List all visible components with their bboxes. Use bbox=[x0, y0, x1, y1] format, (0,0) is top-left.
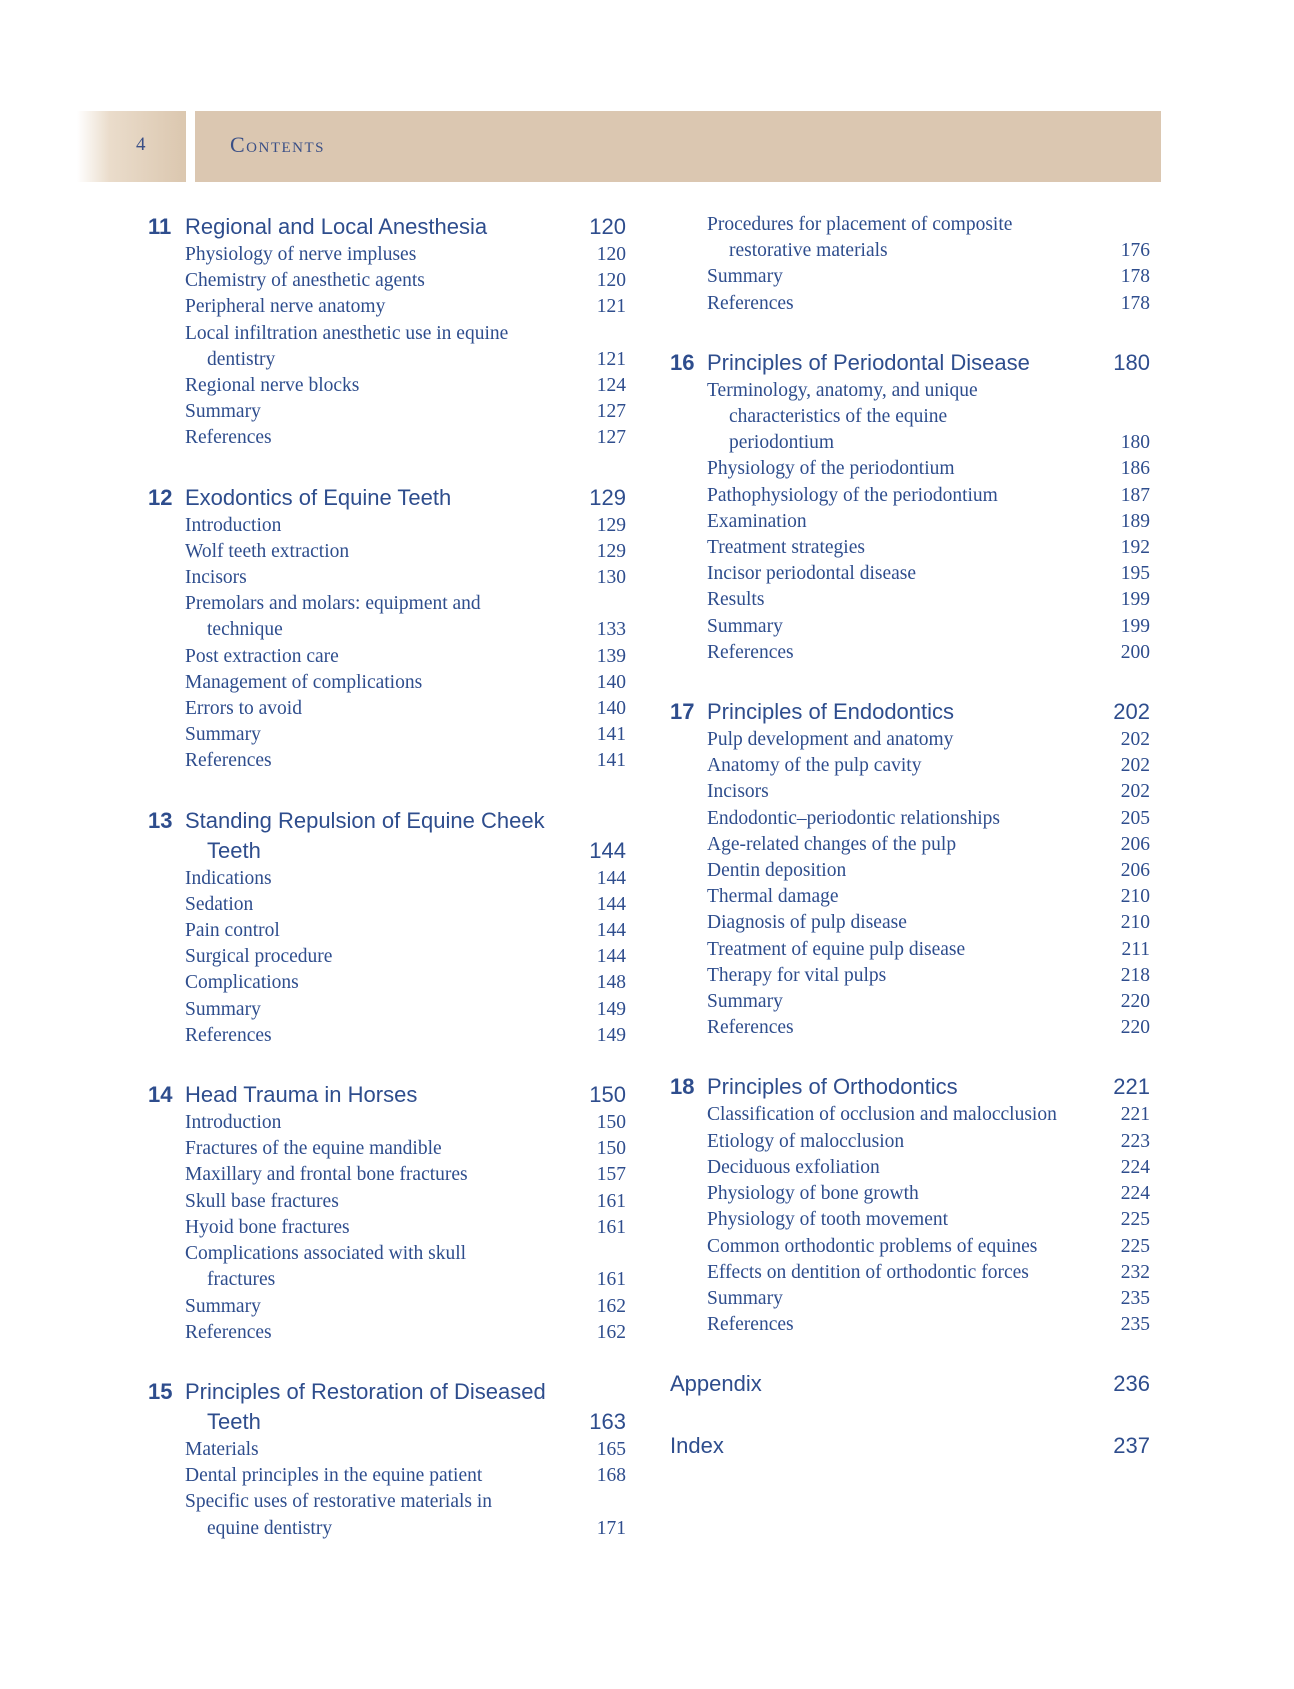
section-page-number: 189 bbox=[1120, 510, 1150, 532]
section-title-line: technique bbox=[207, 619, 283, 641]
toc-section-entry bbox=[670, 1015, 1150, 1041]
section-page-number: 218 bbox=[1120, 964, 1150, 986]
section-page-number: 223 bbox=[1120, 1130, 1150, 1152]
section-page-number: 150 bbox=[596, 1112, 626, 1134]
section-title-line: restorative materials bbox=[729, 240, 888, 262]
toc-chapter bbox=[148, 1080, 626, 1346]
section-page-number: 162 bbox=[596, 1321, 626, 1343]
section-page-number: 224 bbox=[1120, 1183, 1150, 1205]
page-number: 4 bbox=[136, 134, 146, 155]
section-page-number: 149 bbox=[596, 1024, 626, 1046]
section-title-line: Materials bbox=[185, 1438, 259, 1460]
toc-section-entry bbox=[670, 963, 1150, 989]
section-title-line: Surgical procedure bbox=[185, 946, 333, 968]
section-page-number: 140 bbox=[596, 671, 626, 693]
chapter-number: 12 bbox=[148, 484, 173, 510]
section-title-line: Incisors bbox=[185, 567, 247, 589]
section-title-line: Dental principles in the equine patient bbox=[185, 1465, 483, 1487]
toc-chapter bbox=[148, 806, 626, 1049]
toc-chapter bbox=[670, 1072, 1150, 1338]
section-page-number: 224 bbox=[1120, 1156, 1150, 1178]
section-title-line: Incisors bbox=[707, 781, 769, 803]
toc-chapter bbox=[148, 212, 626, 452]
section-page-number: 127 bbox=[596, 427, 626, 449]
toc-section-entry bbox=[148, 1162, 626, 1188]
section-title-line: Peripheral nerve anatomy bbox=[185, 296, 386, 318]
section-title-line: Skull base fractures bbox=[185, 1190, 339, 1212]
toc-section-entry bbox=[148, 565, 626, 591]
toc-section-entry bbox=[670, 509, 1150, 535]
section-title-line: Maxillary and frontal bone fractures bbox=[185, 1164, 468, 1186]
toc-section-entry bbox=[670, 1102, 1150, 1128]
section-title-line: References bbox=[707, 1314, 794, 1336]
section-page-number: 144 bbox=[596, 893, 626, 915]
section-title-line: Introduction bbox=[185, 514, 282, 536]
toc-section-entry bbox=[670, 753, 1150, 779]
chapter-title bbox=[148, 1377, 626, 1437]
section-title-line: Local infiltration anesthetic use in equine bbox=[185, 322, 509, 344]
chapter-page-number: 120 bbox=[589, 214, 626, 239]
toc-right-column bbox=[670, 212, 1150, 1493]
section-title-line: Physiology of nerve impluses bbox=[185, 244, 417, 265]
section-page-number: 141 bbox=[596, 724, 626, 746]
section-page-number: 133 bbox=[596, 619, 626, 641]
chapter-title bbox=[148, 483, 626, 513]
back-matter-entry bbox=[670, 1369, 1150, 1399]
section-page-number: 202 bbox=[1120, 755, 1150, 777]
toc-chapter bbox=[148, 1377, 626, 1542]
back-matter bbox=[670, 1369, 1150, 1461]
section-page-number: 150 bbox=[596, 1138, 626, 1160]
section-title-line: Thermal damage bbox=[707, 886, 839, 908]
section-title-line: Physiology of the periodontium bbox=[707, 458, 955, 480]
section-page-number: 129 bbox=[596, 514, 626, 536]
section-page-number: 178 bbox=[1120, 292, 1150, 314]
toc-section-entry bbox=[148, 268, 626, 294]
section-title-line: References bbox=[707, 292, 794, 314]
toc-section-entry bbox=[148, 1110, 626, 1136]
section-page-number: 161 bbox=[596, 1190, 626, 1212]
section-title-line: Summary bbox=[707, 266, 783, 288]
toc-section-entry bbox=[148, 321, 626, 373]
section-title-line: Indications bbox=[185, 867, 272, 889]
toc-section-entry bbox=[670, 1312, 1150, 1338]
chapter-page-number: 150 bbox=[589, 1082, 626, 1108]
toc-section-entry bbox=[148, 1294, 626, 1320]
toc-section-entry bbox=[148, 944, 626, 970]
section-title-line: Summary bbox=[707, 1287, 783, 1309]
chapter-title-line: Head Trauma in Horses bbox=[185, 1082, 418, 1108]
section-page-number: 144 bbox=[596, 920, 626, 942]
toc-section-entry bbox=[148, 513, 626, 539]
toc-section-entry bbox=[670, 561, 1150, 587]
section-title-line: Pathophysiology of the periodontium bbox=[707, 484, 998, 506]
section-page-number: 210 bbox=[1120, 886, 1150, 908]
chapter-number: 15 bbox=[148, 1378, 173, 1404]
section-page-number: 127 bbox=[596, 401, 626, 423]
chapter-heading bbox=[148, 212, 626, 242]
header-band bbox=[195, 111, 1161, 182]
chapter-title bbox=[670, 1072, 1150, 1102]
section-title-line: Introduction bbox=[185, 1112, 282, 1134]
toc-section-entry bbox=[670, 1129, 1150, 1155]
header-page-tab bbox=[77, 111, 186, 182]
toc-section-entry bbox=[148, 294, 626, 320]
toc-section-entry bbox=[670, 806, 1150, 832]
chapter-title-line: Principles of Endodontics bbox=[707, 699, 955, 725]
toc-section-entry bbox=[148, 997, 626, 1023]
section-title-line: Anatomy of the pulp cavity bbox=[707, 755, 922, 777]
chapter-title-line: Standing Repulsion of Equine Cheek bbox=[185, 807, 545, 833]
section-page-number: 168 bbox=[596, 1465, 626, 1487]
chapter-number: 18 bbox=[670, 1074, 695, 1100]
toc-section-entry bbox=[148, 970, 626, 996]
section-page-number: 220 bbox=[1120, 1017, 1150, 1039]
toc-section-entry bbox=[670, 884, 1150, 910]
section-title-line: Dentin deposition bbox=[707, 860, 847, 882]
section-title-line: Post extraction care bbox=[185, 645, 339, 667]
section-title-line: Hyoid bone fractures bbox=[185, 1216, 350, 1238]
section-title-line: periodontium bbox=[729, 432, 835, 454]
section-title-line: characteristics of the equine bbox=[729, 406, 948, 428]
toc-section-entry bbox=[148, 1241, 626, 1293]
section-page-number: 139 bbox=[596, 645, 626, 667]
section-page-number: 192 bbox=[1120, 537, 1150, 559]
continued-sections bbox=[670, 212, 1150, 317]
toc-section-entry bbox=[670, 727, 1150, 753]
section-title-line: Deciduous exfoliation bbox=[707, 1156, 880, 1178]
toc-section-entry bbox=[670, 1155, 1150, 1181]
section-page-number: 178 bbox=[1120, 266, 1150, 288]
section-title-line: Treatment of equine pulp disease bbox=[707, 938, 966, 960]
section-title-line: Sedation bbox=[185, 893, 254, 915]
section-title-line: Summary bbox=[707, 615, 783, 637]
section-page-number: 176 bbox=[1120, 240, 1150, 262]
chapter-title-line: Principles of Restoration of Diseased bbox=[185, 1378, 546, 1404]
section-title-line: Summary bbox=[185, 998, 261, 1020]
section-page-number: 121 bbox=[596, 348, 626, 370]
toc-section-entry bbox=[148, 722, 626, 748]
toc-section-entry bbox=[148, 1437, 626, 1463]
toc-section-entry bbox=[670, 937, 1150, 963]
chapter-number: 14 bbox=[148, 1082, 173, 1108]
section-page-number: 130 bbox=[596, 567, 626, 589]
toc-section-entry bbox=[670, 1207, 1150, 1233]
section-title-line: References bbox=[185, 1024, 272, 1046]
chapter-heading bbox=[148, 1080, 626, 1110]
toc-section-entry bbox=[148, 670, 626, 696]
section-title-line: References bbox=[707, 1017, 794, 1039]
chapter-title bbox=[148, 1080, 626, 1110]
toc-section-entry bbox=[670, 1286, 1150, 1312]
toc-section-entry bbox=[670, 483, 1150, 509]
section-page-number: 205 bbox=[1120, 807, 1150, 829]
section-page-number: 225 bbox=[1120, 1209, 1150, 1231]
section-title-line: References bbox=[707, 641, 794, 663]
section-title-line: Regional nerve blocks bbox=[185, 375, 360, 397]
toc-chapter bbox=[670, 697, 1150, 1041]
section-title-line: Pain control bbox=[185, 920, 280, 942]
section-title-line: Etiology of malocclusion bbox=[707, 1130, 905, 1152]
section-title-line: Fractures of the equine mandible bbox=[185, 1138, 442, 1160]
section-page-number: 202 bbox=[1120, 781, 1150, 803]
section-title-line: Management of complications bbox=[185, 671, 423, 693]
toc-section-entry bbox=[148, 242, 626, 268]
chapter-title bbox=[670, 348, 1150, 378]
section-page-number: 235 bbox=[1120, 1287, 1150, 1309]
toc-section-entry bbox=[670, 832, 1150, 858]
section-page-number: 120 bbox=[596, 244, 626, 265]
section-title-line: Summary bbox=[185, 1295, 261, 1317]
toc-section-entry bbox=[670, 1181, 1150, 1207]
toc-chapter bbox=[148, 483, 626, 775]
toc-section-entry bbox=[670, 535, 1150, 561]
section-page-number: 211 bbox=[1121, 938, 1150, 960]
section-page-number: 144 bbox=[596, 946, 626, 968]
toc-section-entry bbox=[670, 910, 1150, 936]
toc-section-entry bbox=[670, 587, 1150, 613]
section-page-number: 129 bbox=[596, 540, 626, 562]
toc-section-entry bbox=[148, 696, 626, 722]
section-title-line: Physiology of tooth movement bbox=[707, 1209, 949, 1231]
section-page-number: 165 bbox=[596, 1438, 626, 1460]
chapter-title bbox=[148, 212, 626, 242]
chapter-heading bbox=[148, 806, 626, 866]
chapter-title-line: Principles of Orthodontics bbox=[707, 1074, 958, 1100]
section-page-number: 161 bbox=[596, 1216, 626, 1238]
chapter-number: 16 bbox=[670, 349, 695, 375]
chapter-title bbox=[670, 697, 1150, 727]
toc-section-entry bbox=[670, 456, 1150, 482]
toc-section-entry bbox=[148, 1136, 626, 1162]
chapter-heading bbox=[670, 697, 1150, 727]
chapter-heading bbox=[148, 1377, 626, 1437]
toc-section-entry bbox=[148, 1463, 626, 1489]
toc-section-entry bbox=[148, 1215, 626, 1241]
section-title-line: Complications bbox=[185, 972, 299, 994]
section-page-number: 171 bbox=[596, 1517, 626, 1539]
section-title-line: References bbox=[185, 1321, 272, 1343]
toc-section-entry bbox=[670, 614, 1150, 640]
chapter-title-line: Regional and Local Anesthesia bbox=[185, 214, 488, 239]
toc-section-entry bbox=[148, 1023, 626, 1049]
section-page-number: 162 bbox=[596, 1295, 626, 1317]
section-title-line: Therapy for vital pulps bbox=[707, 964, 887, 986]
chapter-title bbox=[148, 806, 626, 866]
toc-section-entry bbox=[670, 989, 1150, 1015]
back-matter-page-number: 237 bbox=[1113, 1433, 1150, 1459]
section-page-number: 200 bbox=[1120, 641, 1150, 663]
section-title-line: Physiology of bone growth bbox=[707, 1183, 919, 1205]
chapter-title-line: Principles of Periodontal Disease bbox=[707, 349, 1030, 375]
chapter-title-line: Exodontics of Equine Teeth bbox=[185, 484, 452, 510]
toc-section-entry bbox=[670, 1260, 1150, 1286]
section-title-line: Chemistry of anesthetic agents bbox=[185, 270, 425, 292]
toc-section-entry bbox=[148, 373, 626, 399]
toc-section-entry bbox=[670, 858, 1150, 884]
section-title-line: Summary bbox=[707, 991, 783, 1013]
back-matter-page-number: 236 bbox=[1113, 1371, 1150, 1397]
running-title: Contents bbox=[230, 132, 326, 157]
section-title-line: References bbox=[185, 427, 272, 449]
section-title-line: Wolf teeth extraction bbox=[185, 540, 350, 562]
toc-section-entry bbox=[148, 1489, 626, 1541]
section-page-number: 148 bbox=[596, 972, 626, 994]
chapter-title-line: Teeth bbox=[207, 1408, 261, 1434]
section-page-number: 235 bbox=[1120, 1314, 1150, 1336]
section-page-number: 220 bbox=[1120, 991, 1150, 1013]
chapter-number: 11 bbox=[148, 214, 172, 239]
toc-section-entry bbox=[148, 892, 626, 918]
section-page-number: 144 bbox=[596, 867, 626, 889]
section-title-line: Summary bbox=[185, 724, 261, 746]
section-title-line: Treatment strategies bbox=[707, 537, 865, 559]
section-title-line: Results bbox=[707, 589, 765, 611]
toc-section-entry bbox=[148, 918, 626, 944]
back-matter-title: Index bbox=[670, 1433, 724, 1459]
section-title-line: Incisor periodontal disease bbox=[707, 563, 917, 585]
section-title-line: fractures bbox=[207, 1269, 276, 1291]
toc-section-entry bbox=[148, 399, 626, 425]
section-page-number: 187 bbox=[1120, 484, 1150, 506]
section-page-number: 157 bbox=[596, 1164, 626, 1186]
section-page-number: 124 bbox=[596, 375, 626, 397]
section-page-number: 225 bbox=[1120, 1235, 1150, 1257]
toc-section-entry bbox=[670, 378, 1150, 457]
toc-section-entry bbox=[670, 291, 1150, 317]
toc-section-entry bbox=[148, 1189, 626, 1215]
section-page-number: 202 bbox=[1120, 729, 1150, 751]
chapter-heading bbox=[670, 1072, 1150, 1102]
section-page-number: 120 bbox=[596, 270, 626, 292]
section-title-line: dentistry bbox=[207, 348, 276, 370]
section-title-line: Summary bbox=[185, 401, 261, 423]
section-title-line: Effects on dentition of orthodontic forces bbox=[707, 1261, 1029, 1283]
section-page-number: 206 bbox=[1120, 833, 1150, 855]
section-page-number: 186 bbox=[1120, 458, 1150, 480]
toc-section-entry bbox=[148, 591, 626, 643]
chapter-page-number: 180 bbox=[1113, 349, 1150, 375]
section-title-line: Diagnosis of pulp disease bbox=[707, 912, 907, 934]
section-title-line: Premolars and molars: equipment and bbox=[185, 593, 481, 615]
toc-section-entry bbox=[670, 264, 1150, 290]
section-page-number: 232 bbox=[1120, 1261, 1150, 1283]
section-page-number: 199 bbox=[1120, 615, 1150, 637]
chapter-number: 13 bbox=[148, 807, 173, 833]
back-matter-entry bbox=[670, 1431, 1150, 1461]
toc-section-entry bbox=[148, 539, 626, 565]
section-page-number: 206 bbox=[1120, 860, 1150, 882]
section-title-line: References bbox=[185, 750, 272, 772]
section-page-number: 149 bbox=[596, 998, 626, 1020]
section-page-number: 121 bbox=[596, 296, 626, 318]
section-title-line: equine dentistry bbox=[207, 1517, 333, 1539]
back-matter-title: Appendix bbox=[670, 1371, 762, 1397]
toc-section-entry bbox=[670, 1234, 1150, 1260]
chapter-page-number: 144 bbox=[589, 837, 626, 863]
toc-section-entry bbox=[148, 1320, 626, 1346]
chapter-page-number: 202 bbox=[1113, 699, 1150, 725]
section-title-line: Classification of occlusion and malocclusion bbox=[707, 1104, 1057, 1126]
toc-left-column bbox=[148, 212, 626, 1573]
section-page-number: 180 bbox=[1120, 432, 1150, 454]
section-page-number: 210 bbox=[1120, 912, 1150, 934]
toc-section-entry bbox=[148, 866, 626, 892]
chapter-page-number: 221 bbox=[1113, 1074, 1150, 1100]
toc-chapter bbox=[670, 348, 1150, 666]
section-page-number: 199 bbox=[1120, 589, 1150, 611]
toc-section-entry bbox=[148, 425, 626, 451]
section-page-number: 140 bbox=[596, 698, 626, 720]
section-title-line: Pulp development and anatomy bbox=[707, 729, 954, 751]
toc-section-entry bbox=[148, 748, 626, 774]
section-page-number: 161 bbox=[596, 1269, 626, 1291]
section-title-line: Common orthodontic problems of equines bbox=[707, 1235, 1038, 1257]
chapter-page-number: 129 bbox=[589, 484, 626, 510]
section-title-line: Specific uses of restorative materials in bbox=[185, 1491, 493, 1513]
section-title-line: Examination bbox=[707, 510, 807, 532]
chapter-title-line: Teeth bbox=[207, 837, 261, 863]
toc-section-entry bbox=[670, 779, 1150, 805]
toc-section-entry bbox=[148, 644, 626, 670]
section-title-line: Complications associated with skull bbox=[185, 1243, 467, 1265]
chapter-number: 17 bbox=[670, 699, 695, 725]
section-title-line: Procedures for placement of composite bbox=[707, 214, 1013, 235]
section-page-number: 221 bbox=[1120, 1104, 1150, 1126]
section-page-number: 195 bbox=[1120, 563, 1150, 585]
section-title-line: Age-related changes of the pulp bbox=[707, 833, 957, 855]
section-title-line: Errors to avoid bbox=[185, 698, 302, 720]
chapter-heading bbox=[148, 483, 626, 513]
section-title-line: Endodontic–periodontic relationships bbox=[707, 807, 1000, 829]
toc-section-entry bbox=[670, 640, 1150, 666]
toc-section-entry bbox=[670, 212, 1150, 264]
chapter-heading bbox=[670, 348, 1150, 378]
chapter-page-number: 163 bbox=[589, 1408, 626, 1434]
section-page-number: 141 bbox=[596, 750, 626, 772]
section-title-line: Terminology, anatomy, and unique bbox=[707, 379, 978, 401]
